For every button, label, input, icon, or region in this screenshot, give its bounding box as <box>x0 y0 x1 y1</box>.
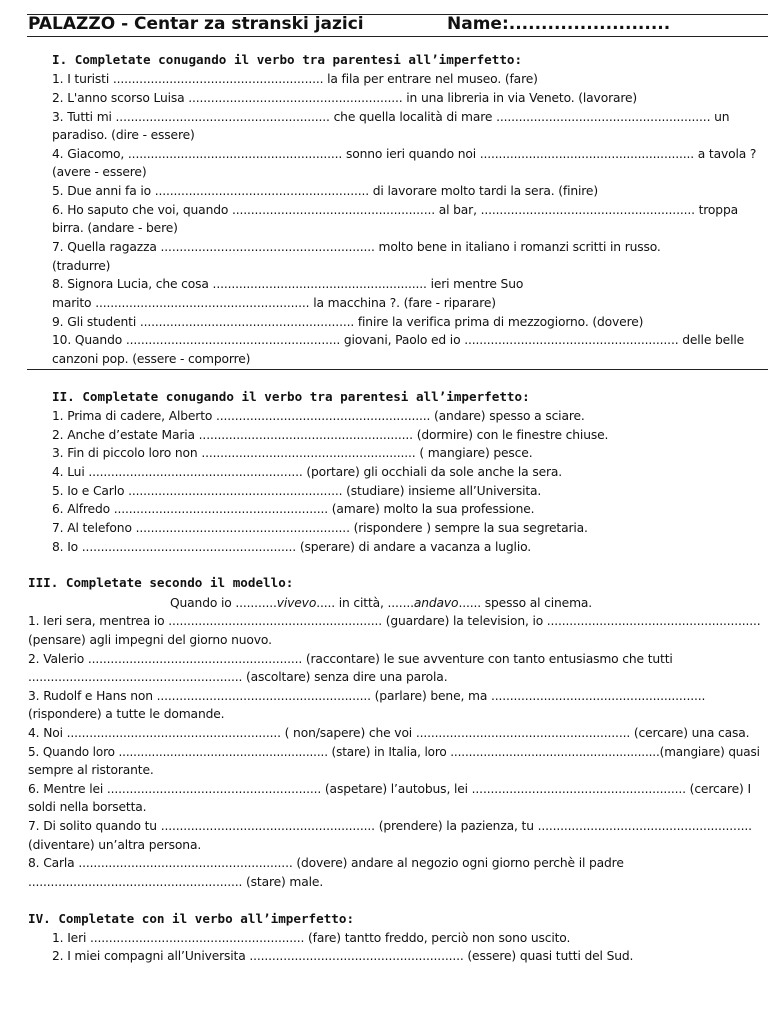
section-3-title: III. Completate secondo il modello: <box>28 575 294 590</box>
exercise-line: soldi nella borsetta. <box>28 800 147 814</box>
exercise-line: 7. Al telefono ......................................................... (rispondere ) sempre la sua segretaria. <box>52 521 588 535</box>
exercise-line: 4. Giacomo, ......................................................... sonno ieri quando noi ......................................................... a tavola ? <box>52 147 757 161</box>
model-example <box>170 594 592 613</box>
exercise-line: 3. Fin di piccolo loro non ......................................................... ( mangiare) pesce. <box>52 446 533 460</box>
exercise-line: 4. Lui ......................................................... (portare) gli occhiali da sole anche la sera. <box>52 465 563 479</box>
exercise-line: ......................................................... (stare) male. <box>28 875 324 889</box>
school-title: PALAZZO - Centar za stranski jazici <box>28 14 364 34</box>
model-verb-1: vivevo <box>276 596 317 610</box>
exercise-line: 5. Due anni fa io ......................................................... di lavorare molto tardi la sera. (finire) <box>52 184 598 198</box>
exercise-line: 5. Io e Carlo ......................................................... (studiare) insieme all’Universita. <box>52 484 542 498</box>
exercise-line: (pensare) agli impegni del giorno nuovo. <box>28 633 272 647</box>
exercise-line: canzoni pop. (essere - comporre) <box>52 352 251 366</box>
exercise-line: 3. Tutti mi ......................................................... che quella località di mare ......................................................... un <box>52 110 730 124</box>
exercise-line: marito ......................................................... la macchina ?. (fare - riparare) <box>52 296 496 310</box>
exercise-line: (diventare) un’altra persona. <box>28 838 202 852</box>
exercise-line: 5. Quando loro ......................................................... (stare) in Italia, loro .........................................................(mangiare) quasi <box>28 745 760 759</box>
exercise-line: 2. Anche d’estate Maria ......................................................... (dormire) con le finestre chiuse. <box>52 428 609 442</box>
exercise-line: (rispondere) a tutte le domande. <box>28 707 225 721</box>
header-rule <box>27 36 768 37</box>
model-suffix: ...... spesso al cinema. <box>458 596 593 610</box>
section-1-rule <box>27 369 768 370</box>
exercise-line: 10. Quando ......................................................... giovani, Paolo ed io ......................................................... delle belle <box>52 333 745 347</box>
exercise-line: 8. Signora Lucia, che cosa ......................................................... ieri mentre Suo <box>52 277 524 291</box>
name-field-label: Name:......................... <box>447 14 671 34</box>
exercise-line: 6. Alfredo ......................................................... (amare) molto la sua professione. <box>52 502 535 516</box>
exercise-line: 9. Gli studenti ......................................................... finire la verifica prima di mezzogiorno. (dovere) <box>52 315 644 329</box>
exercise-line: 4. Noi ......................................................... ( non/sapere) che voi ......................................................... (cercare) una casa. <box>28 726 750 740</box>
exercise-line: 7. Quella ragazza ......................................................... molto bene in italiano i romanzi scritti in russo. <box>52 240 661 254</box>
exercise-line: 8. Io ......................................................... (sperare) di andare a vacanza a luglio. <box>52 540 532 554</box>
exercise-line: 2. L'anno scorso Luisa ......................................................... in una libreria in via Veneto. (lavorare) <box>52 91 638 105</box>
model-verb-2: andavo <box>413 596 459 610</box>
exercise-line: 2. I miei compagni all’Universita ......................................................... (essere) quasi tutti del Sud. <box>52 949 634 963</box>
exercise-line: birra. (andare - bere) <box>52 221 178 235</box>
model-prefix: Quando io ........... <box>170 596 277 610</box>
exercise-line: (avere - essere) <box>52 165 147 179</box>
exercise-line: 2. Valerio ......................................................... (raccontare) le sue avventure con tanto entusiasmo che tutti <box>28 652 673 666</box>
exercise-line: sempre al ristorante. <box>28 763 154 777</box>
exercise-line: 8. Carla ......................................................... (dovere) andare al negozio ogni giorno perchè il padre <box>28 856 624 870</box>
worksheet-header <box>28 14 758 34</box>
section-4-title: IV. Completate con il verbo all’imperfetto: <box>28 911 355 926</box>
model-mid: ..... in città, ....... <box>316 596 414 610</box>
exercise-line: paradiso. (dire - essere) <box>52 128 195 142</box>
exercise-line: 6. Ho saputo che voi, quando ...................................................... al bar, ......................................................... troppa <box>52 203 738 217</box>
exercise-line: 6. Mentre lei ......................................................... (aspetare) l’autobus, lei ......................................................... (cercare) I <box>28 782 751 796</box>
exercise-line: 7. Di solito quando tu ......................................................... (prendere) la pazienza, tu ......................................................... <box>28 819 752 833</box>
section-2-title: II. Completate conugando il verbo tra parentesi all’imperfetto: <box>52 389 530 404</box>
exercise-line: ......................................................... (ascoltare) senza dire una parola. <box>28 670 448 684</box>
exercise-line: 1. I turisti ........................................................ la fila per entrare nel museo. (fare) <box>52 72 538 86</box>
section-1-title: I. Completate conugando il verbo tra parentesi all’imperfetto: <box>52 52 523 67</box>
exercise-line: 1. Ieri sera, mentrea io ......................................................... (guardare) la television, io ......................................................... <box>28 614 761 628</box>
exercise-line: 3. Rudolf e Hans non ......................................................... (parlare) bene, ma ......................................................... <box>28 689 706 703</box>
exercise-line: 1. Prima di cadere, Alberto ......................................................... (andare) spesso a sciare. <box>52 409 585 423</box>
exercise-line: 1. Ieri ......................................................... (fare) tantto freddo, perciò non sono uscito. <box>52 931 571 945</box>
exercise-line: (tradurre) <box>52 259 111 273</box>
